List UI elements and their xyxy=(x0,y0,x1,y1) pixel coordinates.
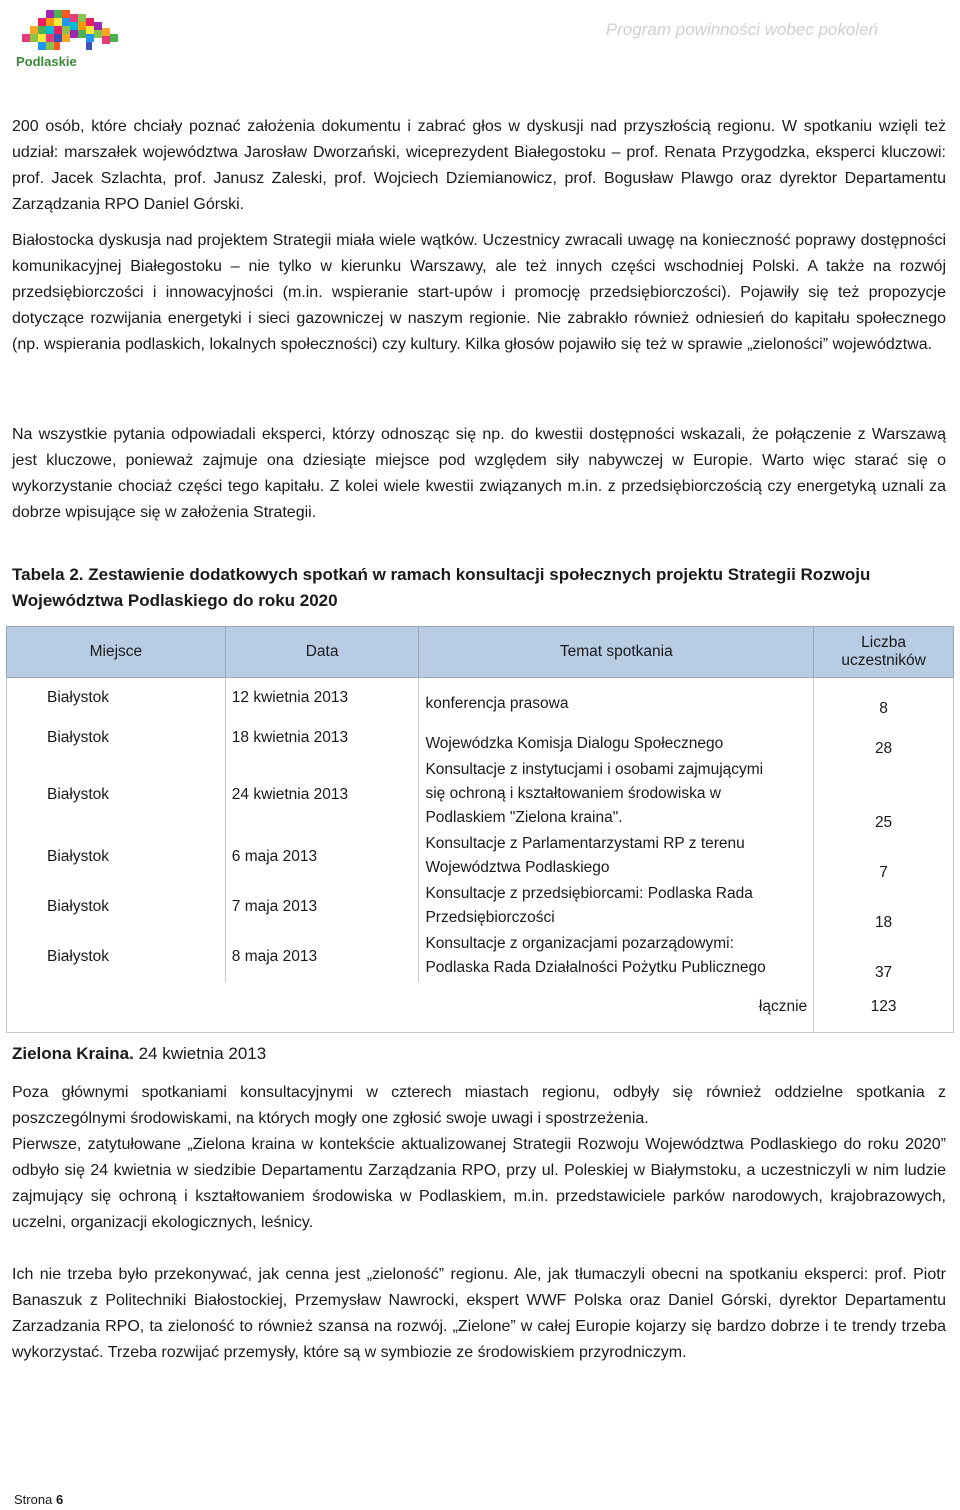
cell-empty xyxy=(225,982,419,1033)
cell-topic-line: Konsultacje z organizacjami pozarządowymi: xyxy=(425,935,734,952)
section-heading-bold: Zielona Kraina. xyxy=(12,1044,134,1063)
table-row xyxy=(7,832,954,882)
header-topic: Temat spotkania xyxy=(419,627,814,678)
paragraph-4: Poza głównymi spotkaniami konsultacyjnymi w czterech miastach regionu, odbyły się również oddzielne spotkania z poszczególnymi środowiskami, na których mogły one zgłosić swoje uwagi i spostrzeżenia. xyxy=(12,1084,946,1127)
cell-topic-line: konferencja prasowa xyxy=(425,695,569,712)
cell-place: Białystok xyxy=(7,718,226,758)
cell-topic-line: Przedsiębiorczości xyxy=(425,909,555,926)
cell-place: Białystok xyxy=(7,832,226,882)
cell-date: 8 maja 2013 xyxy=(225,932,419,982)
section-heading xyxy=(12,1042,266,1066)
table-total-row xyxy=(7,982,954,1033)
cell-topic-line: Konsultacje z instytucjami i osobami zajmującymi xyxy=(425,761,764,778)
bison-logo-icon xyxy=(12,4,142,60)
table-row xyxy=(7,678,954,719)
total-value: 123 xyxy=(814,982,954,1033)
cell-place: Białystok xyxy=(7,932,226,982)
cell-topic xyxy=(419,932,814,982)
paragraph-1: 200 osób, które chciały poznać założenia dokumentu i zabrać głos w dyskusji nad przyszłością regionu. W spotkaniu wzięli też udział: marszałek województwa Jarosław Dworzański, wiceprezydent Białegostoku – prof. Renata Przygodzka, eksperci kluczowi: prof. Jacek Szlachta, prof. Janusz Zaleski, prof. Wojciech Dziemianowicz, prof. Bogusław Plawgo oraz dyrektor Departamentu Zarządzania RPO Daniel Górski. xyxy=(12,118,946,213)
table-row xyxy=(7,882,954,932)
header-count-line1: Liczba xyxy=(861,634,906,651)
cell-topic xyxy=(419,832,814,882)
cell-topic xyxy=(419,882,814,932)
cell-place: Białystok xyxy=(7,678,226,719)
cell-count: 8 xyxy=(814,678,954,719)
cell-topic xyxy=(419,758,814,832)
meetings-table xyxy=(6,626,954,1033)
cell-place: Białystok xyxy=(7,882,226,932)
cell-place: Białystok xyxy=(7,758,226,832)
cell-empty xyxy=(7,982,226,1033)
cell-topic-line: Podlaskiem "Zielona kraina". xyxy=(425,809,623,826)
cell-topic-line: się ochroną i kształtowaniem środowiska w xyxy=(425,785,721,802)
logo-text: Podlaskie xyxy=(16,54,77,69)
paragraph-2: Białostocka dyskusja nad projektem Strategii miała wiele wątków. Uczestnicy zwracali uwagę na konieczność poprawy dostępności komunikacyjnej Białegostoku – nie tylko w kierunku Warszawy, ale też innych części wschodniej Polski. A także na rozwój przedsiębiorczości i innowacyjności (m.in. wspieranie start-upów i promocję przedsiębiorczości). Pojawiły się też propozycje dotyczące rozwijania energetyki i sieci gazowniczej w naszym regionie. Nie zabrakło również odniesień do kapitału społecznego (np. wspierania podlaskich, lokalnych społeczności) czy kultury. Kilka głosów pojawiło się też w sprawie „zieloności” województwa. xyxy=(12,232,946,353)
cell-topic-line: Podlaska Rada Działalności Pożytku Publicznego xyxy=(425,959,766,976)
page-number: 6 xyxy=(55,1492,64,1507)
cell-topic-line: Województwa Podlaskiego xyxy=(425,859,610,876)
cell-topic xyxy=(419,678,814,719)
cell-count: 7 xyxy=(814,832,954,882)
cell-topic-line: Konsultacje z przedsiębiorcami: Podlaska Rada xyxy=(425,885,753,902)
table-caption-label: Tabela 2. xyxy=(12,565,84,584)
section-heading-date: 24 kwietnia 2013 xyxy=(133,1044,267,1063)
table-caption-title: Zestawienie dodatkowych spotkań w ramach konsultacji społecznych projektu Strategii Rozwoju Województwa Podlaskiego do roku 2020 xyxy=(12,565,871,610)
page-footer xyxy=(14,1492,63,1507)
cell-date: 7 maja 2013 xyxy=(225,882,419,932)
table-row xyxy=(7,932,954,982)
cell-count: 25 xyxy=(814,758,954,832)
header-place: Miejsce xyxy=(7,627,226,678)
cell-count: 28 xyxy=(814,718,954,758)
header-count-line2: uczestników xyxy=(841,652,926,669)
paragraph-6: Ich nie trzeba było przekonywać, jak cenna jest „zieloność” regionu. Ale, jak tłumaczyli obecni na spotkaniu eksperci: prof. Piotr Banaszuk z Politechniki Białostockiej, Przemysław Nawrocki, ekspert WWF Polska oraz Daniel Górski, dyrektor Departamentu Zarzadzania RPO, ta zieloność to również szansa na rozwój. „Zielone” w całej Europie kojarzy się bardzo dobrze i te trendy trzeba wykorzystać. Trzeba rozwijać przemysły, które są w symbiozie ze środowiskiem przyrodniczym. xyxy=(12,1266,946,1361)
paragraph-5: Pierwsze, zatytułowane „Zielona kraina w kontekście aktualizowanej Strategii Rozwoju Województwa Podlaskiego do roku 2020” odbyło się 24 kwietnia w siedzibie Departamentu Zarządzania RPO, przy ul. Poleskiej w Białymstoku, a uczestniczyli w nim ludzie zajmujący się ochroną i kształtowaniem środowiska w Podlaskiem, m.in. przedstawiciele parków narodowych, krajobrazowych, uczelni, organizacji ekologicznych, leśnicy. xyxy=(12,1136,946,1231)
running-title: Program powinności wobec pokoleń xyxy=(605,20,878,39)
cell-topic xyxy=(419,718,814,758)
cell-count: 18 xyxy=(814,882,954,932)
cell-date: 6 maja 2013 xyxy=(225,832,419,882)
cell-date: 24 kwietnia 2013 xyxy=(225,758,419,832)
cell-date: 12 kwietnia 2013 xyxy=(225,678,419,719)
table-row xyxy=(7,718,954,758)
table-header-row xyxy=(7,627,954,678)
cell-topic-line: Konsultacje z Parlamentarzystami RP z terenu xyxy=(425,835,745,852)
header-count xyxy=(814,627,954,678)
page-label: Strona xyxy=(14,1492,53,1507)
table-caption xyxy=(12,562,946,614)
cell-topic-line: Wojewódzka Komisja Dialogu Społecznego xyxy=(425,735,724,752)
header-date: Data xyxy=(225,627,419,678)
cell-count: 37 xyxy=(814,932,954,982)
table-row xyxy=(7,758,954,832)
paragraph-3: Na wszystkie pytania odpowiadali eksperci, którzy odnosząc się np. do kwestii dostępności wskazali, że połączenie z Warszawą jest kluczowe, ponieważ zajmuje ona dziesiąte miejsce pod względem siły nabywczej w Europie. Warto więc starać się o wykorzystanie chociaż części tego kapitału. Z kolei wiele kwestii związanych m.in. z przedsiębiorczością czy energetyką uznali za dobrze wpisujące się w założenia Strategii. xyxy=(12,426,946,521)
cell-date: 18 kwietnia 2013 xyxy=(225,718,419,758)
total-label: łącznie xyxy=(419,982,814,1033)
